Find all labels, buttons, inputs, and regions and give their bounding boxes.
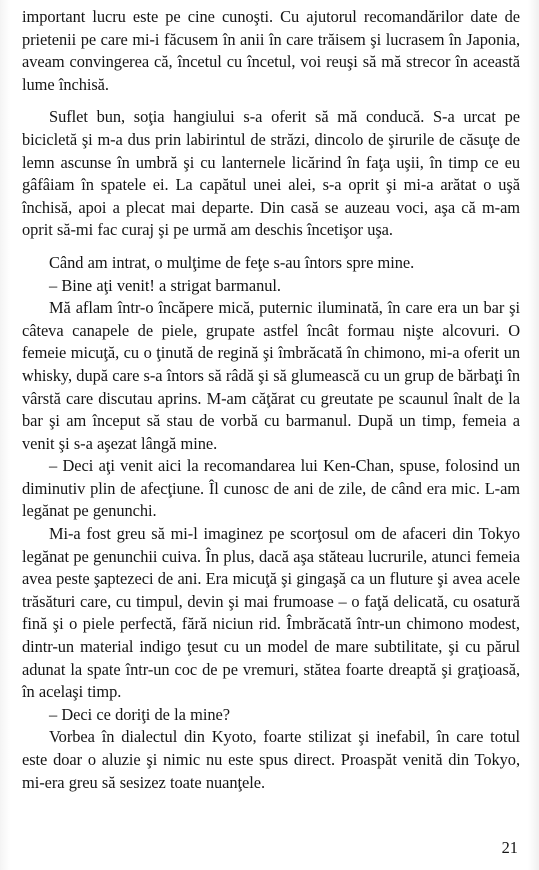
paragraph: Suflet bun, soţia hangiului s-a oferit să mă conducă. S-a urcat pe bicicletă şi m-a dus prin labirintul de străzi, dincolo de şirurile de căsuţe de lemn ascunse în umbră şi cu lanternele licărind în faţa uşii, în timp ce eu gâfâiam în spatele ei. La capătul unei alei, s-a oprit şi mi-a arătat o uşă închisă, apoi a plecat mai departe. Din casă se auzeau voci, aşa că m-am oprit să-mi fac curaj şi pe urmă am deschis încetişor uşa. xyxy=(22,107,520,240)
dialogue-line: – Deci ce doriţi de la mine? xyxy=(49,704,230,724)
page-number: 21 xyxy=(501,838,518,857)
paragraph: Când am intrat, o mulţime de feţe s-au întors spre mine. xyxy=(49,252,415,272)
dialogue-line: – Deci aţi venit aici la recomandarea lui Ken-Chan, spuse, folosind un diminutiv plin de afecţiune. Îl cunosc de ani de zile, de când era mic. L-am legănat pe genunchi. xyxy=(22,456,520,521)
paragraph: Mă aflam într-o încăpere mică, puternic iluminată, în care era un bar şi câteva canapele de piele, grupate astfel încât formau nişte alcovuri. O femeie micuţă, cu o ţinută de regină şi îmbrăcată în chimono, mi-a oferit un whisky, după care s-a întors să râdă şi să glumească cu un grup de bărbaţi în vârstă care discutau aprins. M-am căţărat cu greutate pe scaunul înalt de la bar şi am început să stau de vorbă cu barmanul. După un timp, femeia a venit şi s-a aşezat lângă mine. xyxy=(22,298,520,453)
paragraph: Vorbea în dialectul din Kyoto, foarte stilizat şi inefabil, în care totul este doar o aluzie şi nimic nu este spus direct. Proaspăt venită din Tokyo, mi-era greu să sesizez toate nuanţele. xyxy=(22,727,520,792)
dialogue-line: – Bine aţi venit! a strigat barmanul. xyxy=(49,275,281,295)
paragraph-continuation: important lucru este pe cine cunoşti. Cu ajutorul recomandărilor date de prietenii pe care mi-i făcusem în anii în care trăisem şi lucrasem în Japonia, aveam convingerea că, încetul cu încetul, voi reuşi să mă strecor în această lume închisă. xyxy=(22,7,520,94)
body-text xyxy=(22,6,520,794)
paragraph: Mi-a fost greu să mi-l imaginez pe scorţosul om de afaceri din Tokyo legănat pe genunchii cuiva. În plus, dacă aşa stăteau lucrurile, atunci femeia avea peste şaptezeci de ani. Era micuţă şi gingaşă ca un fluture şi avea acele trăsături care, cu timpul, devin şi mai frumoase – o faţă delicată, cu osatură fină şi o piele perfectă, fără niciun rid. Îmbrăcată într-un chimono modest, dintr-un material indigo ţesut cu un model de mare subtilitate, şi cu părul adunat la spate într-un coc de pe vremuri, stătea foarte dreaptă şi graţioasă, în acelaşi timp. xyxy=(22,524,520,702)
